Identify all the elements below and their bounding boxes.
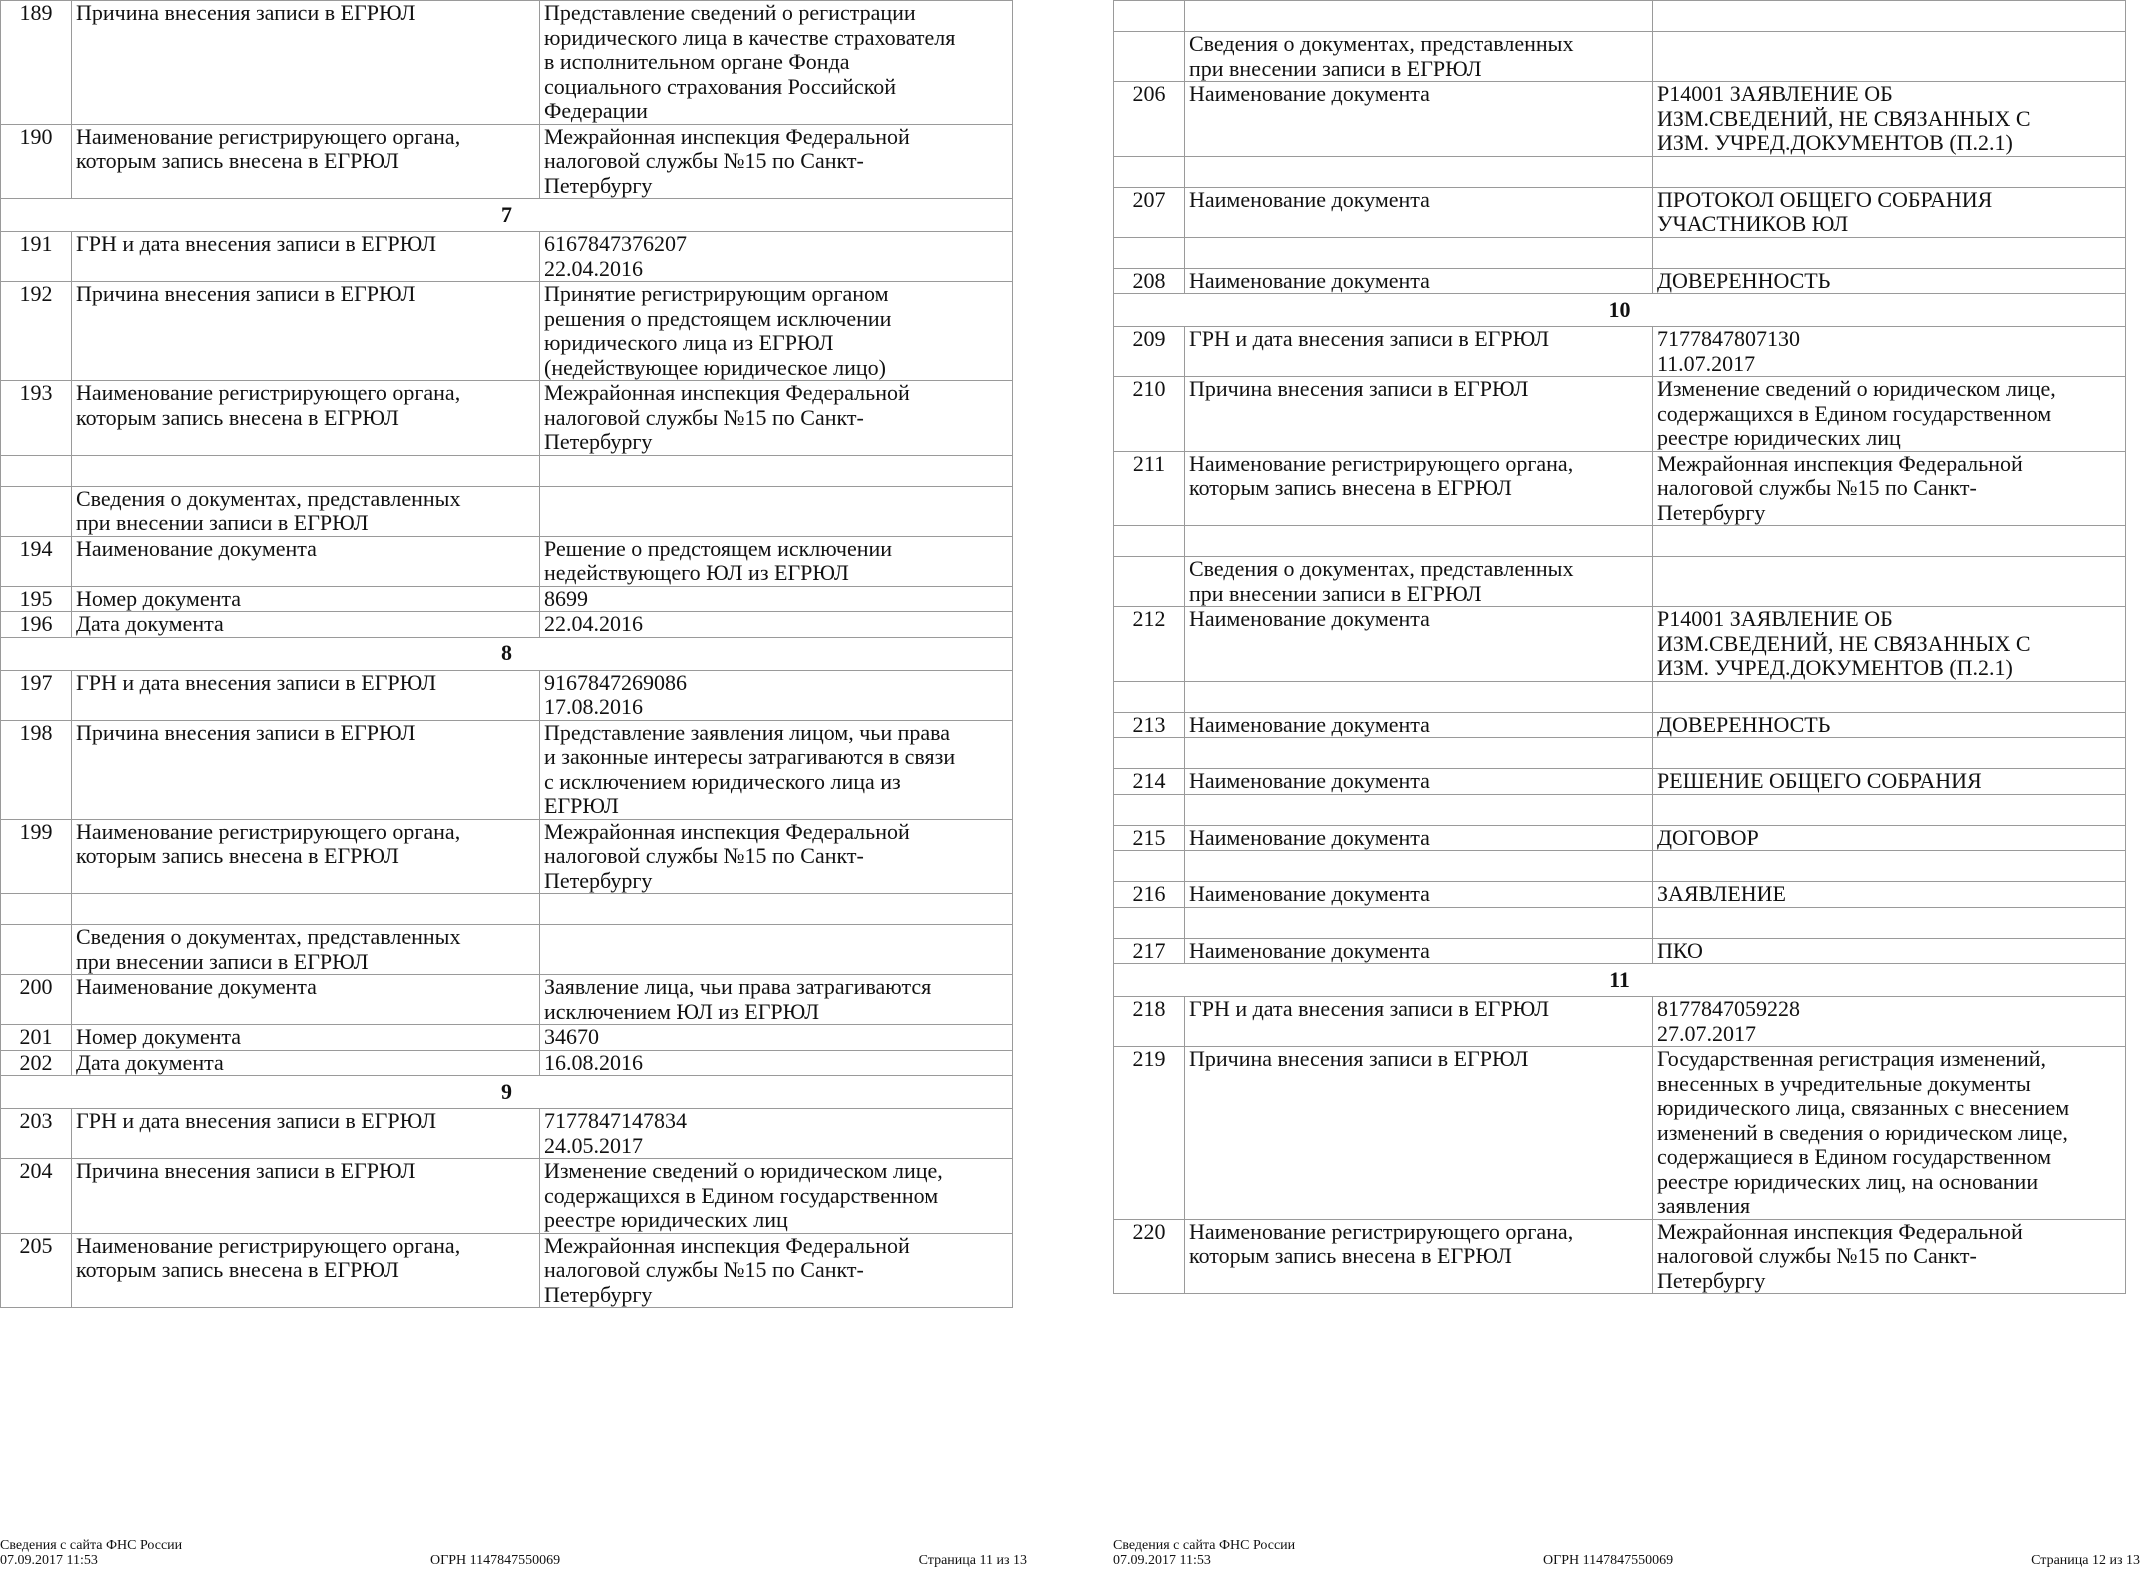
- empty-cell: [1114, 794, 1185, 825]
- table-row: [1114, 82, 2126, 157]
- row-label: Наименование регистрирующего органа, которым запись внесена в ЕГРЮЛ: [72, 819, 540, 894]
- empty-cell: [1185, 526, 1653, 557]
- table-row: [1114, 997, 2126, 1047]
- empty-cell: [1114, 738, 1185, 769]
- row-number: 194: [1, 536, 72, 586]
- row-label: Наименование документа: [72, 975, 540, 1025]
- row-label: Номер документа: [72, 1025, 540, 1051]
- row-label: Сведения о документах, представленных при внесении записи в ЕГРЮЛ: [72, 486, 540, 536]
- row-value: [1653, 32, 2126, 82]
- empty-cell: [1653, 907, 2126, 938]
- row-label: Наименование регистрирующего органа, которым запись внесена в ЕГРЮЛ: [1185, 451, 1653, 526]
- row-value: 8699: [540, 586, 1013, 612]
- section-number: 8: [1, 637, 1013, 670]
- section-header-row: [1, 1076, 1013, 1109]
- row-number: 200: [1, 975, 72, 1025]
- row-label: Наименование регистрирующего органа, которым запись внесена в ЕГРЮЛ: [72, 124, 540, 199]
- table-row: [1, 536, 1013, 586]
- row-label: Наименование документа: [1185, 825, 1653, 851]
- table-row: [1, 1159, 1013, 1234]
- row-number: 192: [1, 282, 72, 381]
- row-number: 212: [1114, 607, 1185, 682]
- row-value: Межрайонная инспекция Федеральной налоговой службы №15 по Санкт- Петербургу: [540, 819, 1013, 894]
- table-row: [1114, 268, 2126, 294]
- section-number: 7: [1, 199, 1013, 232]
- row-value: ПКО: [1653, 938, 2126, 964]
- table-row: [1, 819, 1013, 894]
- row-value: 16.08.2016: [540, 1050, 1013, 1076]
- spacer-row: [1114, 156, 2126, 187]
- spacer-row: [1114, 738, 2126, 769]
- empty-cell: [1185, 237, 1653, 268]
- row-number: 199: [1, 819, 72, 894]
- section-header-row: [1114, 294, 2126, 327]
- row-label: Причина внесения записи в ЕГРЮЛ: [1185, 377, 1653, 452]
- row-label: Причина внесения записи в ЕГРЮЛ: [72, 720, 540, 819]
- page-11: [0, 0, 1013, 1308]
- table-row: [1114, 187, 2126, 237]
- row-number: 214: [1114, 769, 1185, 795]
- footer-ogrn: ОГРН 1147847550069: [1543, 1553, 1674, 1568]
- row-value: 22.04.2016: [540, 612, 1013, 638]
- row-value: [540, 486, 1013, 536]
- section-header-row: [1, 199, 1013, 232]
- empty-cell: [1653, 681, 2126, 712]
- section-number: 9: [1, 1076, 1013, 1109]
- row-value: Межрайонная инспекция Федеральной налоговой службы №15 по Санкт- Петербургу: [540, 1233, 1013, 1308]
- row-number: 197: [1, 670, 72, 720]
- row-label: Наименование документа: [1185, 712, 1653, 738]
- footer-source: Сведения с сайта ФНС России: [0, 1538, 183, 1553]
- row-value: Заявление лица, чьи права затрагиваются исключением ЮЛ из ЕГРЮЛ: [540, 975, 1013, 1025]
- table-row: [1, 925, 1013, 975]
- row-label: Сведения о документах, представленных при внесении записи в ЕГРЮЛ: [72, 925, 540, 975]
- empty-cell: [1185, 794, 1653, 825]
- row-label: Сведения о документах, представленных при внесении записи в ЕГРЮЛ: [1185, 32, 1653, 82]
- row-value: ПРОТОКОЛ ОБЩЕГО СОБРАНИЯ УЧАСТНИКОВ ЮЛ: [1653, 187, 2126, 237]
- row-number: 203: [1, 1109, 72, 1159]
- row-value: [1653, 557, 2126, 607]
- footer-source: Сведения с сайта ФНС России: [1113, 1538, 1296, 1553]
- spacer-row: [1, 455, 1013, 486]
- row-number: 201: [1, 1025, 72, 1051]
- footer-page-number: Страница 11 из 13: [918, 1553, 1027, 1568]
- row-value: 8177847059228 27.07.2017: [1653, 997, 2126, 1047]
- row-number: 205: [1, 1233, 72, 1308]
- row-label: Сведения о документах, представленных при внесении записи в ЕГРЮЛ: [1185, 557, 1653, 607]
- table-row: [1114, 938, 2126, 964]
- row-value: ДОГОВОР: [1653, 825, 2126, 851]
- row-value: Изменение сведений о юридическом лице, содержащихся в Едином государственном реестре юридических лиц: [1653, 377, 2126, 452]
- table-row: [1114, 557, 2126, 607]
- empty-cell: [1185, 1, 1653, 32]
- empty-cell: [1, 455, 72, 486]
- table-row: [1, 1233, 1013, 1308]
- empty-cell: [1185, 851, 1653, 882]
- table-row: [1, 486, 1013, 536]
- row-number: 196: [1, 612, 72, 638]
- empty-cell: [72, 455, 540, 486]
- row-value: Принятие регистрирующим органом решения о предстоящем исключении юридического лица из ЕГРЮЛ (недействующее юридическое лицо): [540, 282, 1013, 381]
- row-number: 198: [1, 720, 72, 819]
- row-value: 7177847147834 24.05.2017: [540, 1109, 1013, 1159]
- table-row: [1, 1, 1013, 125]
- row-label: Номер документа: [72, 586, 540, 612]
- row-number: 193: [1, 381, 72, 456]
- table-row: [1, 1050, 1013, 1076]
- row-number: 219: [1114, 1047, 1185, 1220]
- row-label: Наименование документа: [1185, 187, 1653, 237]
- row-number: 220: [1114, 1219, 1185, 1294]
- spacer-row: [1114, 794, 2126, 825]
- row-value: [540, 925, 1013, 975]
- row-label: ГРН и дата внесения записи в ЕГРЮЛ: [1185, 997, 1653, 1047]
- empty-cell: [1114, 237, 1185, 268]
- footer-datetime: 07.09.2017 11:53: [0, 1553, 98, 1568]
- spacer-row: [1, 894, 1013, 925]
- row-value: Межрайонная инспекция Федеральной налоговой службы №15 по Санкт- Петербургу: [540, 124, 1013, 199]
- table-row: [1, 975, 1013, 1025]
- egrul-table-left: [0, 0, 1013, 1308]
- spacer-row: [1114, 526, 2126, 557]
- row-number: [1, 486, 72, 536]
- empty-cell: [1185, 907, 1653, 938]
- empty-cell: [540, 455, 1013, 486]
- row-label: Наименование регистрирующего органа, которым запись внесена в ЕГРЮЛ: [72, 1233, 540, 1308]
- table-row: [1114, 882, 2126, 908]
- table-row: [1, 1025, 1013, 1051]
- row-number: 213: [1114, 712, 1185, 738]
- table-row: [1, 282, 1013, 381]
- table-row: [1114, 327, 2126, 377]
- row-number: 209: [1114, 327, 1185, 377]
- row-label: Причина внесения записи в ЕГРЮЛ: [72, 1, 540, 125]
- row-number: 207: [1114, 187, 1185, 237]
- spacer-row: [1114, 1, 2126, 32]
- empty-cell: [1185, 681, 1653, 712]
- row-value: ЗАЯВЛЕНИЕ: [1653, 882, 2126, 908]
- egrul-table-right: [1113, 0, 2126, 1294]
- table-row: [1, 381, 1013, 456]
- table-row: [1, 720, 1013, 819]
- row-label: Наименование документа: [1185, 769, 1653, 795]
- row-value: ДОВЕРЕННОСТЬ: [1653, 268, 2126, 294]
- row-value: Представление сведений о регистрации юридического лица в качестве страхователя в исполнительном органе Фонда социального страхования Российской Федерации: [540, 1, 1013, 125]
- footer-ogrn: ОГРН 1147847550069: [430, 1553, 561, 1568]
- row-label: Наименование документа: [1185, 882, 1653, 908]
- row-number: 218: [1114, 997, 1185, 1047]
- spacer-row: [1114, 907, 2126, 938]
- table-row: [1, 124, 1013, 199]
- page-12: [1113, 0, 2126, 1294]
- table-row: [1114, 32, 2126, 82]
- empty-cell: [1114, 681, 1185, 712]
- row-number: 206: [1114, 82, 1185, 157]
- row-number: 204: [1, 1159, 72, 1234]
- row-label: Дата документа: [72, 612, 540, 638]
- row-value: Межрайонная инспекция Федеральной налоговой службы №15 по Санкт- Петербургу: [1653, 1219, 2126, 1294]
- empty-cell: [1653, 851, 2126, 882]
- empty-cell: [1114, 851, 1185, 882]
- row-label: ГРН и дата внесения записи в ЕГРЮЛ: [72, 670, 540, 720]
- empty-cell: [1, 894, 72, 925]
- row-value: Межрайонная инспекция Федеральной налоговой службы №15 по Санкт- Петербургу: [540, 381, 1013, 456]
- empty-cell: [1653, 794, 2126, 825]
- footer-page-number: Страница 12 из 13: [2031, 1553, 2140, 1568]
- table-row: [1114, 607, 2126, 682]
- table-row: [1, 586, 1013, 612]
- section-header-row: [1114, 964, 2126, 997]
- empty-cell: [1653, 1, 2126, 32]
- row-value: Решение о предстоящем исключении недействующего ЮЛ из ЕГРЮЛ: [540, 536, 1013, 586]
- table-row: [1114, 451, 2126, 526]
- row-number: [1114, 32, 1185, 82]
- row-value: РЕШЕНИЕ ОБЩЕГО СОБРАНИЯ: [1653, 769, 2126, 795]
- row-value: 34670: [540, 1025, 1013, 1051]
- empty-cell: [72, 894, 540, 925]
- row-number: 216: [1114, 882, 1185, 908]
- spacer-row: [1114, 237, 2126, 268]
- row-number: 215: [1114, 825, 1185, 851]
- section-number: 11: [1114, 964, 2126, 997]
- table-row: [1114, 1047, 2126, 1220]
- row-label: Наименование документа: [72, 536, 540, 586]
- empty-cell: [1114, 156, 1185, 187]
- row-value: 9167847269086 17.08.2016: [540, 670, 1013, 720]
- empty-cell: [1653, 738, 2126, 769]
- empty-cell: [1653, 526, 2126, 557]
- row-value: Изменение сведений о юридическом лице, содержащихся в Едином государственном реестре юридических лиц: [540, 1159, 1013, 1234]
- row-label: Наименование регистрирующего органа, которым запись внесена в ЕГРЮЛ: [1185, 1219, 1653, 1294]
- row-number: [1114, 557, 1185, 607]
- table-row: [1, 232, 1013, 282]
- row-number: 195: [1, 586, 72, 612]
- spacer-row: [1114, 681, 2126, 712]
- footer-datetime: 07.09.2017 11:53: [1113, 1553, 1211, 1568]
- row-value: Р14001 ЗАЯВЛЕНИЕ ОБ ИЗМ.СВЕДЕНИЙ, НЕ СВЯЗАННЫХ С ИЗМ. УЧРЕД.ДОКУМЕНТОВ (П.2.1): [1653, 607, 2126, 682]
- table-row: [1, 1109, 1013, 1159]
- section-header-row: [1, 637, 1013, 670]
- row-label: Наименование документа: [1185, 607, 1653, 682]
- row-value: Государственная регистрация изменений, внесенных в учредительные документы юридического лица, связанных с внесением изменений в сведения о юридическом лице, содержащиеся в Едином государственном реестре юридических лиц, на основании заявления: [1653, 1047, 2126, 1220]
- row-label: Причина внесения записи в ЕГРЮЛ: [72, 282, 540, 381]
- row-label: Причина внесения записи в ЕГРЮЛ: [72, 1159, 540, 1234]
- table-row: [1114, 712, 2126, 738]
- table-row: [1114, 1219, 2126, 1294]
- row-label: ГРН и дата внесения записи в ЕГРЮЛ: [1185, 327, 1653, 377]
- empty-cell: [1114, 526, 1185, 557]
- row-label: Наименование документа: [1185, 82, 1653, 157]
- row-value: ДОВЕРЕННОСТЬ: [1653, 712, 2126, 738]
- section-number: 10: [1114, 294, 2126, 327]
- empty-cell: [1653, 156, 2126, 187]
- empty-cell: [1653, 237, 2126, 268]
- row-label: Наименование документа: [1185, 938, 1653, 964]
- row-number: 208: [1114, 268, 1185, 294]
- table-row: [1114, 377, 2126, 452]
- row-number: 191: [1, 232, 72, 282]
- row-value: Представление заявления лицом, чьи права и законные интересы затрагиваются в связи с исключением юридического лица из ЕГРЮЛ: [540, 720, 1013, 819]
- table-row: [1114, 769, 2126, 795]
- empty-cell: [1114, 1, 1185, 32]
- row-value: Межрайонная инспекция Федеральной налоговой службы №15 по Санкт- Петербургу: [1653, 451, 2126, 526]
- row-label: Дата документа: [72, 1050, 540, 1076]
- empty-cell: [540, 894, 1013, 925]
- row-number: 217: [1114, 938, 1185, 964]
- row-label: Наименование документа: [1185, 268, 1653, 294]
- row-value: Р14001 ЗАЯВЛЕНИЕ ОБ ИЗМ.СВЕДЕНИЙ, НЕ СВЯЗАННЫХ С ИЗМ. УЧРЕД.ДОКУМЕНТОВ (П.2.1): [1653, 82, 2126, 157]
- table-row: [1, 612, 1013, 638]
- row-number: [1, 925, 72, 975]
- row-number: 211: [1114, 451, 1185, 526]
- empty-cell: [1185, 738, 1653, 769]
- row-value: 6167847376207 22.04.2016: [540, 232, 1013, 282]
- row-number: 189: [1, 1, 72, 125]
- table-row: [1114, 825, 2126, 851]
- empty-cell: [1185, 156, 1653, 187]
- row-number: 202: [1, 1050, 72, 1076]
- row-number: 210: [1114, 377, 1185, 452]
- row-label: ГРН и дата внесения записи в ЕГРЮЛ: [72, 1109, 540, 1159]
- table-row: [1, 670, 1013, 720]
- row-number: 190: [1, 124, 72, 199]
- row-label: Наименование регистрирующего органа, которым запись внесена в ЕГРЮЛ: [72, 381, 540, 456]
- spacer-row: [1114, 851, 2126, 882]
- row-value: 7177847807130 11.07.2017: [1653, 327, 2126, 377]
- empty-cell: [1114, 907, 1185, 938]
- row-label: Причина внесения записи в ЕГРЮЛ: [1185, 1047, 1653, 1220]
- row-label: ГРН и дата внесения записи в ЕГРЮЛ: [72, 232, 540, 282]
